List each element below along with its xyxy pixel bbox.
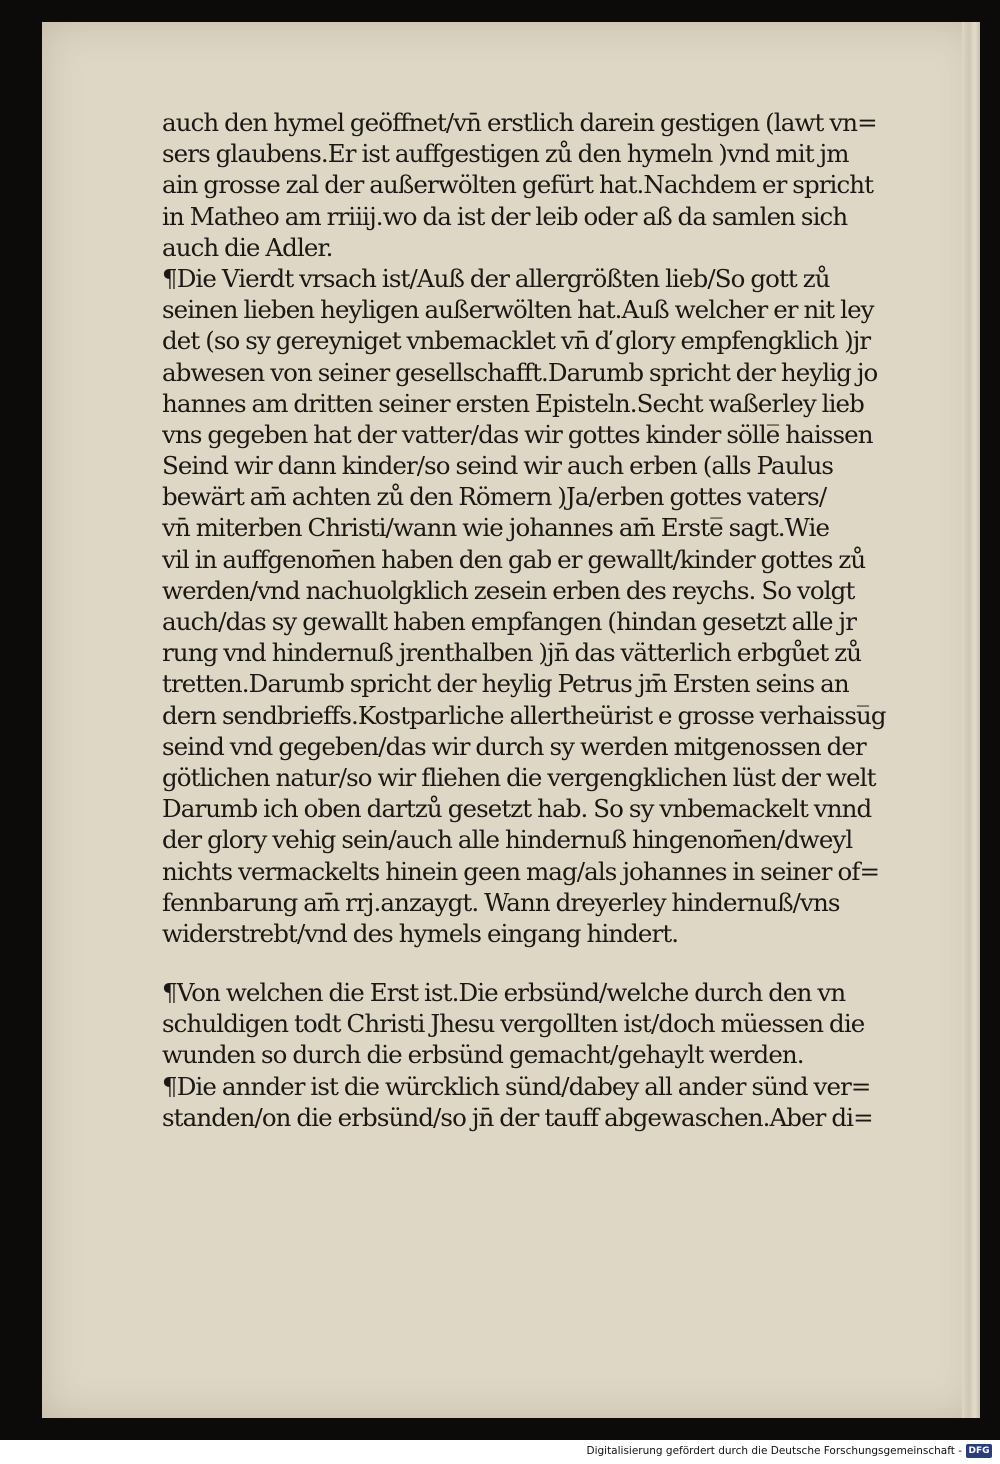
text-line: ¶Die Vierdt vrsach ist/Auß der allergrößten lieb/So gott zů — [162, 263, 830, 293]
text-line: dern sendbrieffs.Kostparliche allertheürist e grosse verhaissu̅g — [162, 700, 886, 730]
text-line: werden/vnd nachuolgklich zesein erben des reychs. So volgt — [162, 575, 855, 605]
text-line: standen/on die erbsünd/so jn̄ der tauff abgewaschen.Aber di= — [162, 1102, 873, 1132]
dfg-logo: DFG — [966, 1444, 992, 1458]
text-line: sers glaubens.Er ist auffgestigen zů den hymeln )vnd mit jm — [162, 139, 849, 169]
text-line: ain grosse zal der außerwölten gefürt hat.Nachdem er spricht — [162, 170, 874, 200]
text-line: hannes am dritten seiner ersten Episteln.Secht waßerley lieb — [162, 388, 864, 418]
text-line: det (so sy gereyniget vnbemacklet vn̄ ď glory empfengklich )jr — [162, 326, 871, 356]
text-line: nichts vermackelts hinein geen mag/als johannes in seiner of= — [162, 856, 880, 886]
text-line: ¶Von welchen die Erst ist.Die erbsünd/welche durch den vn — [162, 978, 846, 1008]
text-line: der glory vehig sein/auch alle hindernuß hingenom̄en/dweyl — [162, 825, 853, 855]
text-line: widerstrebt/vnd des hymels eingang hindert. — [162, 918, 679, 948]
text-line: Darumb ich oben dartzů gesetzt hab. So sy vnbemackelt vnnd — [162, 794, 872, 824]
text-line: vn̄ miterben Christi/wann wie johannes am̄ Erste̅ sagt.Wie — [162, 513, 830, 543]
text-line: ¶Die annder ist die würcklich sünd/dabey all ander sünd ver= — [162, 1071, 871, 1101]
text-line: schuldigen todt Christi Jhesu vergollten ist/doch müessen die — [162, 1009, 865, 1039]
text-line: auch die Adler. — [162, 232, 333, 262]
text-line: tretten.Darumb spricht der heylig Petrus jm̄ Ersten seins an — [162, 669, 849, 699]
paragraph-gap — [162, 949, 932, 977]
text-line: götlichen natur/so wir fliehen die vergengklichen lüst der welt — [162, 762, 876, 792]
text-line: vil in auffgenom̄en haben den gab er gewallt/kinder gottes zů — [162, 544, 866, 574]
text-line: Seind wir dann kinder/so seind wir auch erben (alls Paulus — [162, 451, 834, 481]
funding-notice: Digitalisierung gefördert durch die Deutsche Forschungsgemeinschaft - — [586, 1445, 962, 1457]
text-line: bewärt am̄ achten zů den Römern )Ja/erben gottes vaters/ — [162, 482, 827, 512]
text-line: seinen lieben heyligen außerwölten hat.Auß welcher er nit ley — [162, 295, 874, 325]
text-line: vns gegeben hat der vatter/das wir gottes kinder sölle̅ haissen — [162, 419, 873, 449]
page-edge — [962, 22, 980, 1418]
text-line: abwesen von seiner gesellschafft.Darumb spricht der heylig jo — [162, 357, 878, 387]
text-line: wunden so durch die erbsünd gemacht/gehaylt werden. — [162, 1040, 804, 1070]
text-line: auch/das sy gewallt haben empfangen (hindan gesetzt alle jr — [162, 607, 857, 636]
text-line: in Matheo am rriiij.wo da ist der leib oder aß da samlen sich — [162, 201, 848, 231]
text-line: rung vnd hindernuß jrenthalben )jn̄ das vätterlich erbgůet zů — [162, 638, 862, 668]
text-line: fennbarung am̄ rrj.anzaygt. Wann dreyerley hindernuß/vns — [162, 887, 840, 917]
page-text — [162, 107, 932, 1133]
footer-bar — [0, 1440, 1000, 1464]
text-line: auch den hymel geöffnet/vn̄ erstlich darein gestigen (lawt vn= — [162, 108, 877, 137]
text-line: seind vnd gegeben/das wir durch sy werden mitgenossen der — [162, 731, 866, 761]
